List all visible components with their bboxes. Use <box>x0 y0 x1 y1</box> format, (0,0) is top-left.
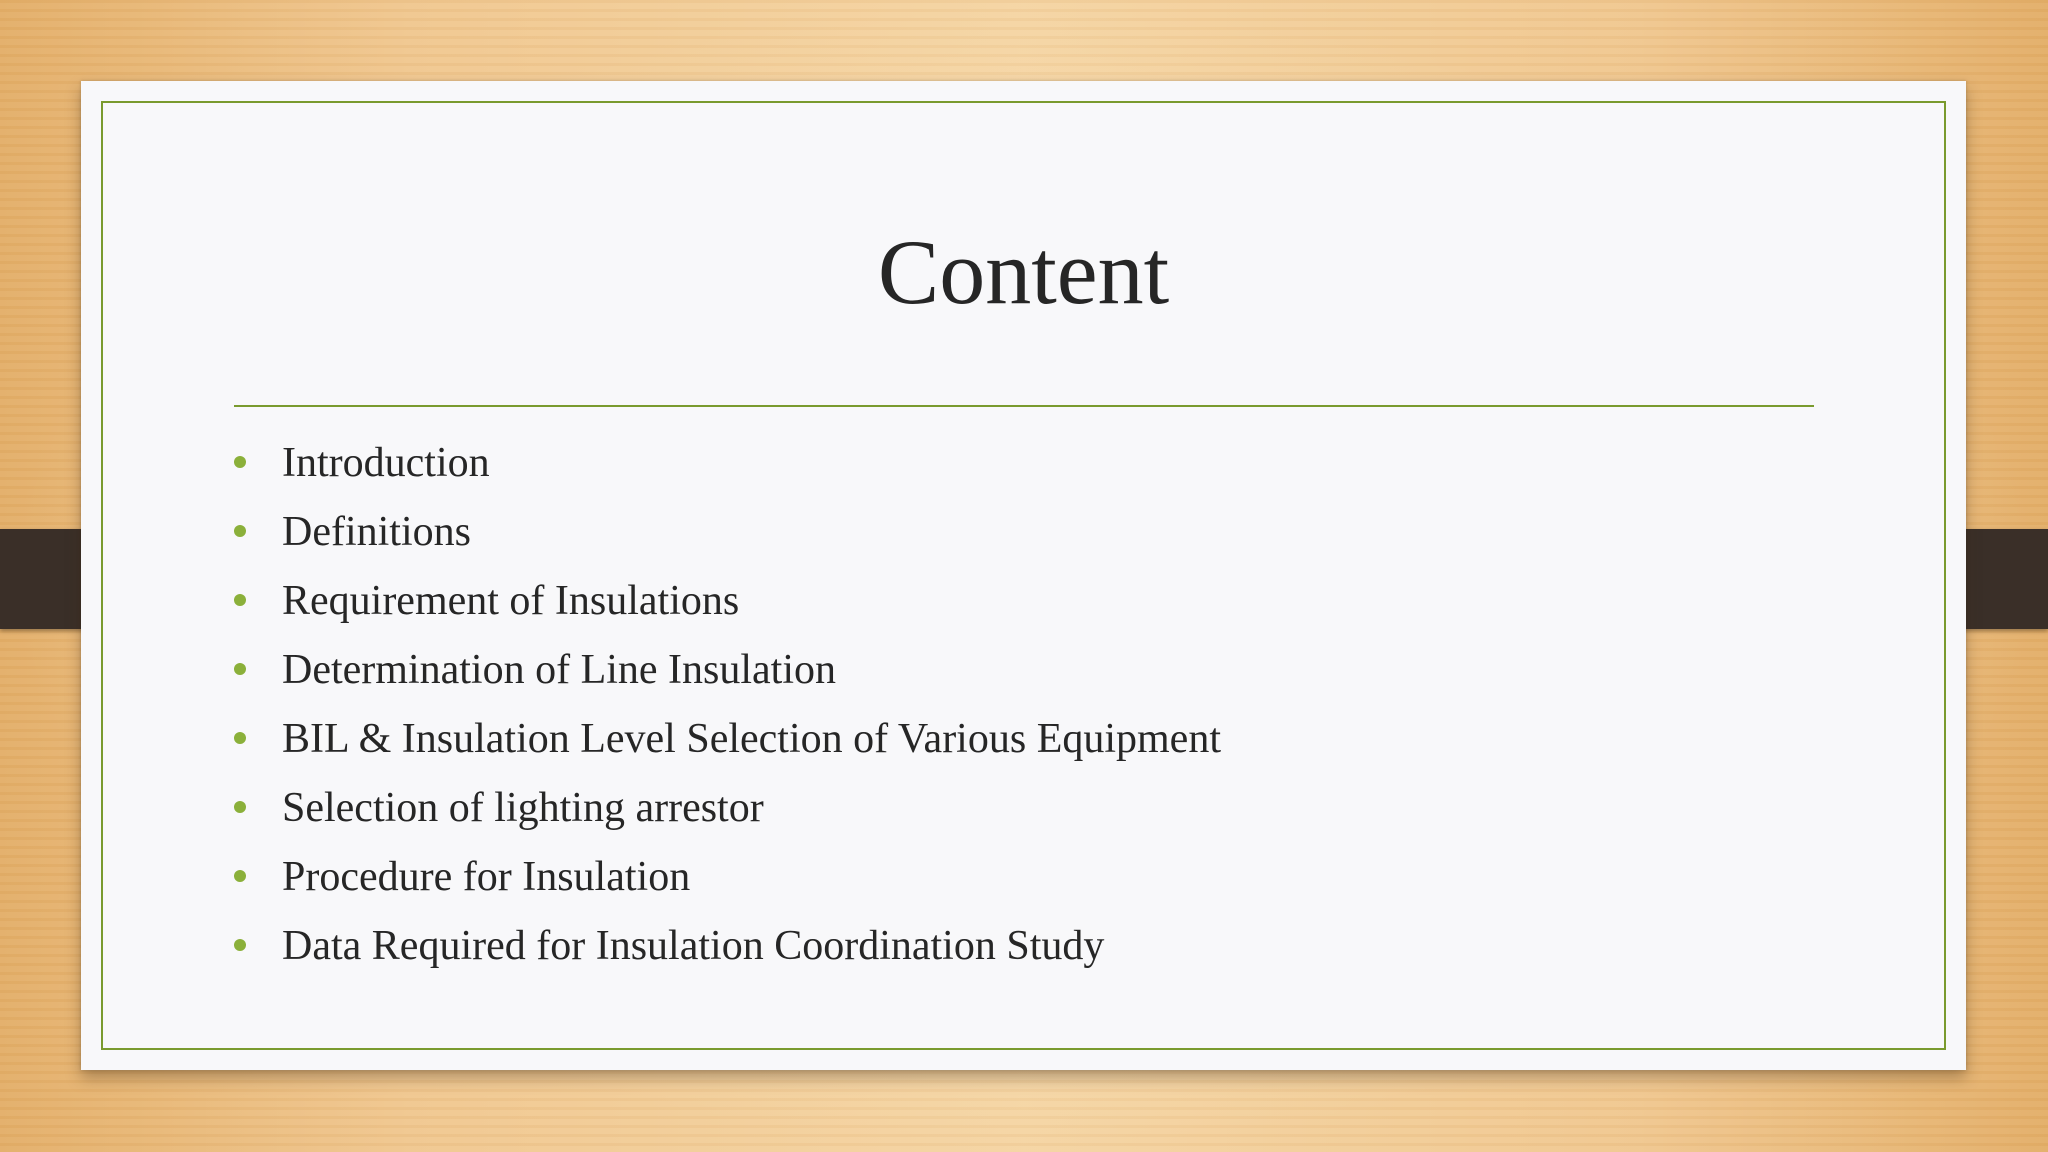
list-item <box>234 705 1221 774</box>
bullet-icon <box>234 870 246 882</box>
list-item-text: Determination of Line Insulation <box>282 647 837 693</box>
list-item <box>234 843 1221 912</box>
list-item-text: Procedure for Insulation <box>282 854 691 900</box>
bullet-icon <box>234 525 246 537</box>
list-item-text: BIL & Insulation Level Selection of Various Equipment <box>282 716 1221 762</box>
list-item <box>234 774 1221 843</box>
list-item <box>234 498 1221 567</box>
list-item <box>234 429 1221 498</box>
list-item <box>234 912 1221 981</box>
list-item-text: Requirement of Insulations <box>282 578 740 624</box>
title-divider <box>234 405 1814 407</box>
list-item-text: Selection of lighting arrestor <box>282 785 764 831</box>
list-item-text: Introduction <box>282 440 490 486</box>
slide-title: Content <box>877 221 1170 323</box>
bullet-icon <box>234 594 246 606</box>
bullet-icon <box>234 801 246 813</box>
list-item-text: Data Required for Insulation Coordination Study <box>282 923 1105 969</box>
bullet-icon <box>234 663 246 675</box>
bullet-icon <box>234 456 246 468</box>
slide <box>81 81 1966 1070</box>
list-item <box>234 636 1221 705</box>
bullet-icon <box>234 939 246 951</box>
list-item-text: Definitions <box>282 509 471 555</box>
content-list <box>234 429 1221 981</box>
list-item <box>234 567 1221 636</box>
bullet-icon <box>234 732 246 744</box>
